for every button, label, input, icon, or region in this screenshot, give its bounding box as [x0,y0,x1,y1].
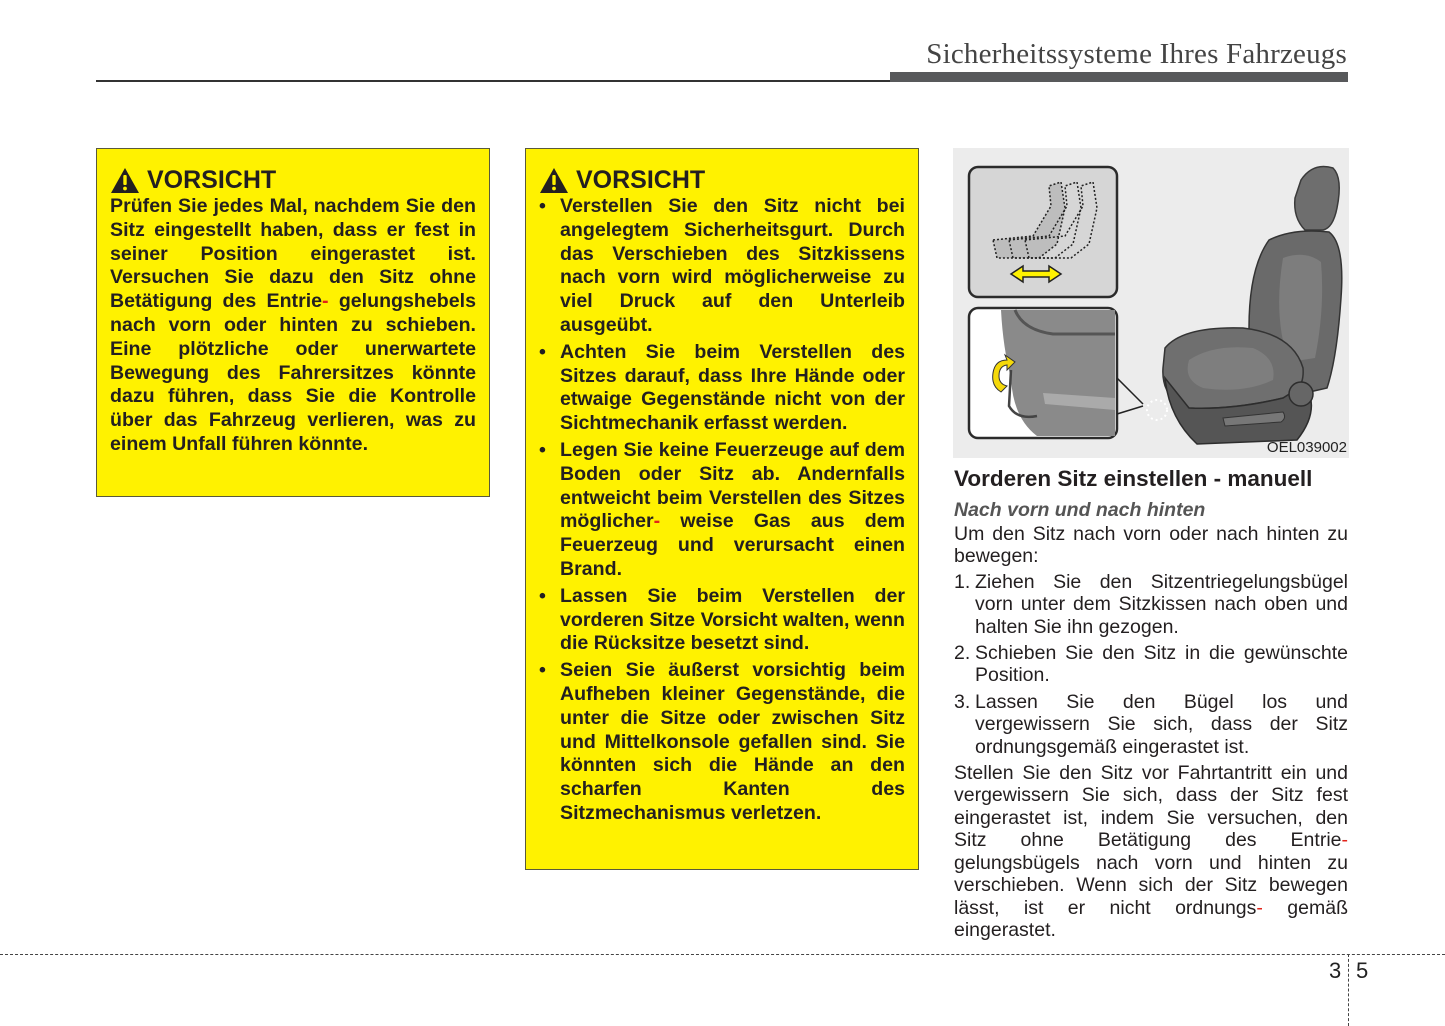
footer-dashed-rule [0,954,1445,955]
caution-text-part: gelungshebels nach vorn oder hinten zu schieben. Eine plötzliche oder unerwartete Bewegung des Fahrersitzes könnte dazu führen, dass Sie die Kontrolle über das Fahrzeug verlieren, was zu einem Unfall führen könnte. [110,290,476,455]
closing-part: Stellen Sie den Sitz vor Fahrtantritt ein und vergewissern Sie sich, dass der Sitz fest eingerastet ist, indem Sie versuchen, den Sitz ohne Betätigung des Entrie [954,762,1348,852]
instructions-section [954,464,1348,941]
intro-paragraph: Um den Sitz nach vorn oder nach hinten zu bewegen: [954,523,1348,568]
page-header-title: Sicherheitssysteme Ihres Fahrzeugs [926,38,1347,70]
list-item: • Seien Sie äußerst vorsichtig beim Aufheben kleiner Gegenstände, die unter die Sitze oder zwischen Sitz und Mittelkonsole gefallen sind. Sie könnten sich die Hände an den scharfen Kanten des Sitzmechanismus verletzen. [539,659,905,826]
hyphen-mark: - [653,510,661,533]
closing-paragraph [954,762,1348,941]
warning-triangle-icon [539,167,569,194]
hyphen-mark: - [322,290,329,313]
caution-heading [539,165,905,195]
list-item: • Verstellen Sie den Sitz nicht bei angelegtem Sicherheitsgurt. Durch das Verschieben des Sitzkissens nach vorn wird möglicherweise zu viel Druck auf den Unterleib ausgeübt. [539,195,905,338]
caution-text [110,195,476,457]
step-text: Lassen Sie den Bügel los und vergewissern Sie sich, dass der Sitz ordnungsgemäß eingerastet ist. [975,690,1348,758]
warning-triangle-icon [110,167,140,194]
caution-text-part: Prüfen Sie jedes Mal, nachdem Sie den Sitz eingestellt haben, dass er fest in seiner Position eingerastet ist. Versuchen Sie dazu den Sitz ohne Betätigung des Entrie [110,195,476,313]
step-number: 1. [954,570,971,593]
footer-page-divider [1348,954,1349,1026]
list-item-part: Legen Sie keine Feuerzeuge auf dem Boden oder Sitz ab. Andernfalls entweicht beim Verstellen des Sitzes möglicher [560,438,905,533]
section-title: Vorderen Sitz einstellen - manuell [954,466,1313,491]
caution-title: VORSICHT [576,166,706,194]
step-number: 3. [954,690,971,713]
hyphen-mark: - [1341,829,1348,852]
steps-list [954,571,1348,758]
subsection-title: Nach vorn und nach hinten [954,499,1206,521]
step-number: 2. [954,642,971,665]
list-item-part: weise Gas aus dem Feuerzeug und verursacht einen Brand. [560,510,905,580]
closing-part: gelungsbügels nach vorn und hinten zu verschieben. Wenn sich der Sitz bewegen lässt, ist er nicht ordnungs [954,851,1348,919]
list-item: • Achten Sie beim Verstellen des Sitzes darauf, dass Ihre Hände oder etwaige Gegenstände nicht von der Sichtmechanik erfasst werden. [539,341,905,436]
list-item [539,439,905,582]
lever-inset [969,308,1143,438]
step-text: Ziehen Sie den Sitzentriegelungsbügel vorn unter dem Sitzkissen nach oben und halten Sie ihn gezogen. [975,570,1348,638]
step-text: Schieben Sie den Sitz in die gewünschte Position. [975,642,1348,687]
caution-list [539,195,905,826]
seat-illustration [953,148,1349,458]
list-item: • Lassen Sie beim Verstellen der vorderen Sitze Vorsicht walten, wenn die Rücksitze besetzt sind. [539,585,905,656]
caution-title: VORSICHT [147,166,277,194]
caution-box [96,148,490,497]
closing-part: gemäß eingerastet. [954,896,1348,941]
page-number: 5 [1356,958,1369,983]
step-item [954,571,1348,638]
step-item [954,691,1348,758]
chapter-number: 3 [1329,958,1342,983]
caution-box [525,148,919,870]
header-rule [96,80,892,82]
seat-drawing [953,148,1349,458]
header-bar [890,72,1348,82]
seat-main [1147,167,1342,445]
seat-slide-inset [969,167,1117,297]
hyphen-mark: - [1256,896,1263,919]
caution-heading [110,165,476,195]
step-item [954,642,1348,687]
figure-code: OEL039002 [1266,439,1347,456]
